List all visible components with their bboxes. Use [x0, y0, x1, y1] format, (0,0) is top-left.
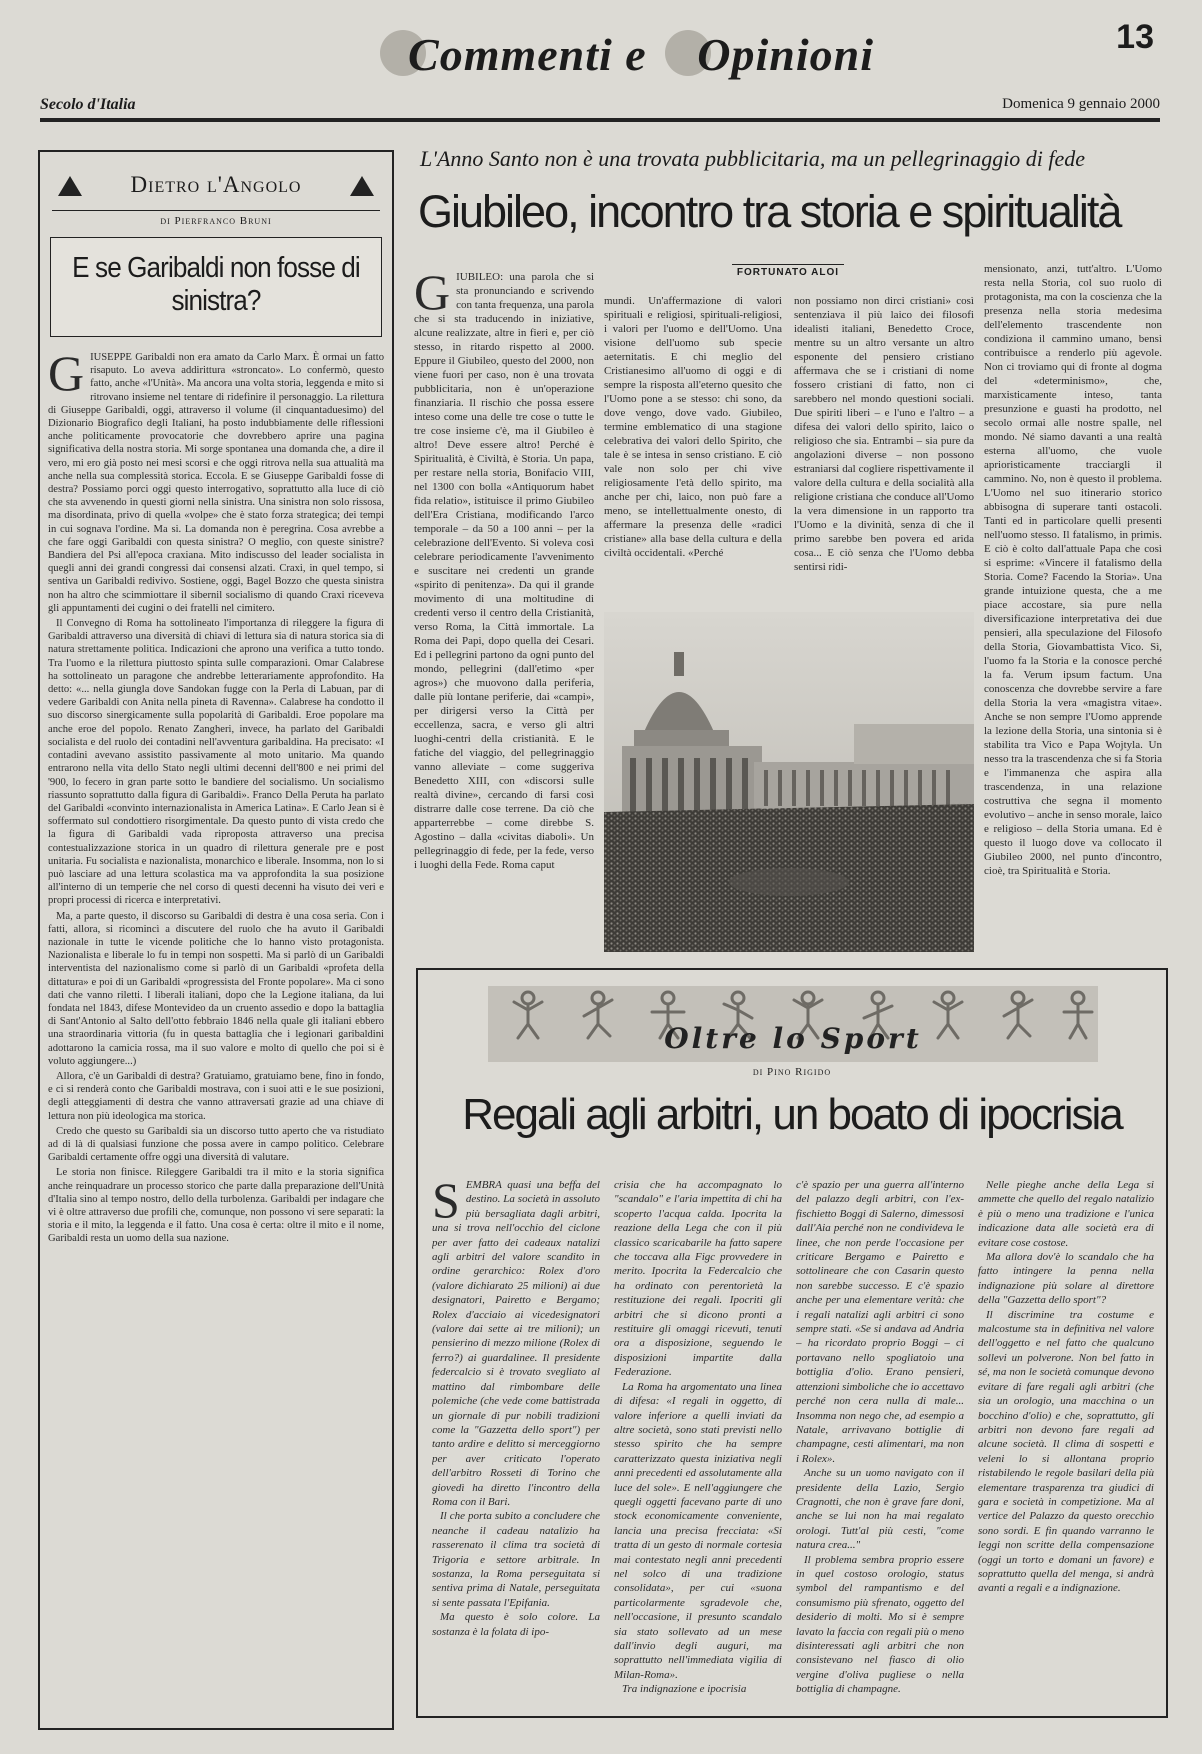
drop-cap: S [432, 1178, 460, 1228]
paragraph: Nelle pieghe anche della Lega si ammette che quello del regalo natalizio è più o meno una tradizione e l'unica indicazione data alle società era di evitare cose costose. [978, 1179, 1154, 1249]
sport-rubric-title: Oltre lo Sport [664, 1022, 922, 1055]
article-headline: E se Garibaldi non fosse di sinistra? [72, 252, 360, 317]
page-number: 13 [1116, 18, 1154, 56]
section-title-part2: pinioni [731, 29, 874, 80]
column-text: mensionato, anzi, tutt'altro. L'Uomo resta nella Storia, col suo ruolo di protagonista, ma con la coscienza che la presenza nella storia medesima dell'elemento trascendente non condiziona il cammino umano, bensì contribuisce a renderlo più agevole. Non ci troviamo qui di fronte al dogma del «determinismo», che, marxisticamente inteso, tanta presunzione e guasti ha prodotto, nel secolo ormai alle nostre spalle, nel mondo. Né siamo davanti a una realtà esterna all'uomo, che vuole aprioristicamente tracciargli il cammino. No, non è questo il problema. L'Uomo nel suo itinerario storico abbisogna di superare tanti ostacoli. Tanti ed in particolare quelli presenti nell'uomo stesso. Il fatalismo, in primis. E ciò è colto dall'attuale Papa che così si esprime: «Vincere il fatalismo della Storia. Come? Facendo la Storia». Una grande intuizione questa, che a me piace accostare, sia pure nella diversificazione interpretativa dei due pensieri, alla speculazione del Filosofo della Storia, Giovambattista Vico. Sì, l'uomo fa la Storia e la conosce perché la fa. Verum ipsum factum. Una conoscenza che dovrebbe servire a fare della Storia la vera «magistra vitae». Anche se non sempre l'Uomo apprende la lezione della Storia, una sintonia si è stabilita tra Vico e Papa Wojtyla. Un nesso tra la trascendenza che si fa Storia e l'immanenza che aspira alla trascendenza, in una relazione costruttiva che segna il momento evolutivo – anche in senso morale, laico e religioso – della Storia umana. Ed è questo il luogo dove va collocato il Giubileo 2000, nel punto d'incontro, cioè, tra Spiritualità e Storia. [984, 263, 1162, 877]
paragraph: Allora, c'è un Garibaldi di destra? Gratuiamo, gratuiamo bene, fino in fondo, e ci si renderà conto che Garibaldi mostrava, con i suoi atti e le sue posizioni, degli atteggiamenti di destra che vanno attraversati grazie ad una chiave di lettura non più ideologica ma storica. [48, 1070, 384, 1122]
column-text: non possiamo non dirci cristiani» così sentenziava il più laico dei filosofi idealisti italiani, Benedetto Croce, mentre su un altro versante un altro esponente del pensiero cristiano affermava che se i cristiani di nome fossero cristiani di fatto, non ci sarebbero nel mondo questioni sociali. Due spiriti liberi – e l'uno e l'altro – a difesa dei valori dello spirito, laico o religioso che sia. Entrambi – sia pure da angolazioni diverse – non possono estraniarsi dal cogliere rispettivamente il valore della cultura e della socialità alla religione cristiana che conduce all'Uomo la vera dimensione in un rapporto tra l'Uomo e la divinità, senza di che il primo sarebbe ben povera ed arida cosa... E ciò senza che l'Uomo debba sentirsi ridi- [794, 295, 974, 573]
rubric-rule [52, 210, 380, 211]
article-headline: Giubileo, incontro tra storia e spiritualità [418, 186, 1121, 237]
text-column [796, 1178, 964, 1706]
article-byline: di Pino Rigido [752, 1066, 832, 1078]
header-rule [40, 118, 1160, 122]
sport-article-box [416, 968, 1168, 1718]
article-byline: di Pierfranco Bruni [160, 215, 272, 227]
byline-block [732, 264, 844, 278]
text-column [432, 1178, 600, 1706]
paragraph: Il discrimine tra costume e malcostume sta in definitiva nel valore dell'oggetto e nel fatto che qualcuno sollevi un polverone. Non bel fatto in sé, ma non le società comunque devono evitare di fare regali agli arbitri (che sia un orologio, una macchina o un bocchino d'olio) e che, soprattutto, gli arbitri non devono fare regali ad alcune società. Il clima di sospetti e veleni lo si allontana proprio ristabilendo le regole basilari della più elementare trasparenza tra giudici di gara e società in competizione. Ma al vertice del Palazzo da questo orecchio sono sordi. E fin quando varranno le leggi non scritte della compensazione (oggi un torto e domani un favore) e soprattutto quella del menga, si andrà avanti a regali e a indignazione. [978, 1308, 1154, 1595]
text-column [794, 294, 974, 604]
article-headline: Regali agli arbitri, un boato di ipocrisia [462, 1090, 1122, 1139]
section-title-o: O [697, 29, 732, 80]
st-peters-square-photo [604, 612, 974, 952]
rubric-band [48, 158, 384, 210]
drop-cap: G [48, 345, 85, 401]
text-column [978, 1178, 1154, 1706]
article-byline: FORTUNATO ALOI [736, 267, 840, 278]
text-column [984, 262, 1162, 946]
triangle-icon [350, 176, 374, 196]
paragraph: La Roma ha argomentato una linea di difesa: «I regali in oggetto, di valore inferiore a quelli inviati da altre società, sono stati previsti nello stesso spirito che ha sempre caratterizzato questa iniziativa negli anni precedenti ed assolutamente alla luce del sole». E nell'aggiungere che quegli oggetti facevano parte di uno stock economicamente conveniente, lancia una precisa frecciata: «Si tratta di un gesto di normale cortesia mai contestato negli anni precedenti nel solco di una tradizione consolidata», per cui «suona particolarmente sgradevole che, nell'occasione, il presunto scandalo sia stato sollevato ad un mese dall'invio degli auguri, ma soprattutto nell'immediata vigilia di Milan-Roma». [614, 1380, 782, 1681]
column-text: IUBILEO: una parola che si sta pronunciando e scrivendo con tanta frequenza, una parola che si sta traducendo in iniziative, alcune realizzate, altre in fieri e, per ciò stesso, in ritardo rispetto al 2000. Eppure il Giubileo, questo del 2000, non viene fuori per caso, non è una trovata pubblicitaria, non è un'operazione finanziaria. Il rischio che possa essere inteso come una delle tre cose o tutte le tre cose insieme c'è, ma il Giubileo è altro! Deve essere altro! Perché è Spiritualità, è Civiltà, è Storia. Un papa, per restare nella storia, Bonifacio VIII, nel 1300 con bolla «Antiquorum habet fida relatio», istituisce il primo Giubileo dell'Era Cristiana, modificando l'arco temporale – da 50 a 100 anni – per la celebrazione dell'Evento. Si voleva così celebrare periodicamente l'avvenimento e suscitare nei credenti un grande «spirito di penitenza». Da qui il grande movimento di una moltitudine di credenti verso il centro della Cristianità, verso Roma, la Città immortale. La Roma dei Papi, dopo quella dei Cesari. Ed i pellegrini partono da ogni punto del mondo, pellegrini (dall'etimo «per agros») che muovono dalla periferia, dalle più lontane periferie, dai «campi», per dirigersi verso la Città per eccellenza, sacra, e verso gli altri luoghi-centri della cristianità. E le fatiche del viaggio, del pellegrinaggio vanno alleviate – come suggeriva Benedetto XIII, con «discorsi sulle realtà divine», cercando di farsi così distrarre dalle cose terrene. Da ciò che apparterrebbe – come direbbe S. Agostino – dalla «civitas diaboli». Un pellegrinaggio di fede, per la fede, verso i luoghi della Fede. Roma caput [414, 271, 594, 871]
triangle-icon [58, 176, 82, 196]
paragraph: Il problema sembra proprio essere in quel costoso orologio, status symbol del rampantismo e del consumismo più sfrenato, oggetto del desiderio di molti. Mo si è sempre lavato la faccia con regali più o meno disinteressati agli arbitri che non consistevano nel fiasco di olio vergine d'oliva pugliese o nella bottiglia di champagne. [796, 1553, 964, 1696]
paragraph: Credo che questo su Garibaldi sia un discorso tutto aperto che va ristudiato ad di là di qualsiasi funzione che possa avere in campo politico. Celebrare Garibaldi certamente offre oggi una diversità di valutare. [48, 1125, 384, 1164]
paragraph: Ma allora dov'è lo scandalo che ha fatto intingere la penna nella indignazione più solare al direttore della "Gazzetta dello sport"? [978, 1251, 1154, 1307]
section-title [380, 28, 874, 98]
newspaper-name: Secolo d'Italia [40, 96, 136, 113]
section-title-part1: ommenti e [439, 29, 660, 80]
rubric-title: Dietro l'Angolo [130, 172, 302, 197]
paragraph: Tra indignazione e ipocrisia [622, 1683, 747, 1696]
text-column [614, 1178, 782, 1706]
paragraph: Le storia non finisce. Rileggere Garibaldi tra il mito e la storia significa anche reinquadrare un processo storico che parte dalla preparazione dell'Unità d'Italia sino al tempo nostro, dello della turbolenza. Garibaldi per indagare che vi è oltre attraverso due profili che, comunque, non possono vi sere separati: la storia e il mito, la leggenda e il fatto. Una cosa è certa: oltre il mito e il nome, Garibaldi resta un uomo della sua nazione. [48, 1167, 384, 1245]
issue-date: Domenica 9 gennaio 2000 [1002, 96, 1160, 112]
left-column-article [38, 150, 394, 1730]
column-text: mundi. Un'affermazione di valori spirituali e religiosi, spirituali-religiosi, i valori per l'uomo e dell'Uomo. Una visione dell'uomo sub specie aeternitatis. E chi meglio del Cristianesimo all'uomo di oggi e di sempre la risposta all'eterno quesito che l'Uomo pone a se stesso: chi sono, da dove vengo, dove vado. Giubileo, termine emblematico di una stagione celebrativa dei valori dello Spirito, che tale è se intesa in senso cristiano. E ciò vale non solo per chi vive religiosamente l'età dello spirito, ma anche per chi, laico, non può fare a meno, se intellettualmente onesto, di affermare la presenza delle «radici cristiane» alla base della cultura e della civiltà occidentali. «Perché [604, 295, 782, 559]
paragraph: Ma, a parte questo, il discorso su Garibaldi di destra è una cosa seria. Con i fatti, allora, si ricomincì a discutere del ruolo che ha avuto il Garibaldi nazionale in tutte le vicende politiche che lo hanno visto protagonista. Nazionalista e liberale lo fu in tempi non sospetti. Ma si parlò di un Garibaldi interventista del nazionalismo come si parlò di un Garibaldi «profeta della dittatura» e poi di un Garibaldi «progressista del Fronte popolare». Ma ci sono dati che vanno riletti. I liberali italiani, dopo che la Legione italiana, da lui fondata nel 1843, difese Montevideo da un cruento assedio e dopo la battaglia di Sant'Antonio al Salto dell'otto febbraio 1846 nella quale gli italiani ebbero una straordinaria vittoria (fu in questa battaglia che i legionari garibaldini adottarono la camicia rossa, ma il suo valore e molto di quello che poi si è voluto aggiungere...) [48, 910, 384, 1067]
paragraph: Ma questo è solo colore. La sostanza è la folata di ipo- [432, 1611, 600, 1638]
column-text: c'è spazio per una guerra all'interno del palazzo degli arbitri, con l'ex-fischietto Boggi di Salerno, dimessosi dall'Aia perché non ne condivideva le linee, che non perde l'occasione per criticare Bergamo e Pairetto e sottolineare che con Casarin questo non sarebbe successo. E c'è spazio anche per una elementare verità: che i regali natalizi agli arbitri ci sono sempre stati. «Se si andava ad Andria – ha ricordato proprio Boggi – ci portavano nello spogliatoio una bottiglia d'olio. Erano pensieri, attenzioni simboliche che io accettavo perché non cera nulla di male... Insomma non nego che, ad esempio a Natale, arrivavano bottiglie di champagne, cesti alimentari, ma non i Rolex». [796, 1179, 964, 1465]
article-kicker: L'Anno Santo non è una trovata pubblicitaria, ma un pellegrinaggio di fede [420, 146, 1086, 171]
headline-box [50, 237, 382, 337]
article-body [48, 345, 384, 1246]
section-title-c: C [408, 29, 440, 80]
paragraph: IUSEPPE Garibaldi non era amato da Carlo Marx. È ormai un fatto risaputo. Lo aveva addirittura «stroncato». Lo confermò, questo fatto, anche «l'Unità». Ma ancora una volta storia, leggenda e mito si ritrovano insieme nel tentare di ridefinire il personaggio. La rilettura di Giuseppe Garibaldi, oggi, attraverso il volume (il cinquantaduesimo) del Dizionario Biografico degli Italiani, ha posto indubbiamente delle riflessioni anche politicamente provocatorie che dovrebbero aprire una pagina significativa della nostra storia. Mi sorge spontanea una domanda che, a dire il vero, mi ero già posto nei mesi scorsi e che oggi ritrova nella sua attualità ma anche nella sua complessità storica. Eccola. E se Giuseppe Garibaldi fosse di destra? Possiamo porci oggi questo interrogativo, soprattutto alla luce di ciò che sta avvenendo in questi giorni nella sinistra. Una sinistra non solo rissosa, ma disordinata, privo di quella «volpe» che è stato forza strategica; dei tempi in cui sognava l'ordine. Ma si. La domanda non è peregrina. Cosa avrebbe a che fare oggi Garibaldi con questa sinistra? O meglio, con queste sinistre? Bandiera del Psi all'epoca craxiana. Mito indiscusso del leader socialista in quegli anni dei grandi congressi dai consensi alzati. Craxi, in quel tempo, si sentiva un Garibaldi redivivo. Sostiene, oggi, Bagel Bozzo che questa sinistra non ha altro che scimmiottare il sibernil socialismo di quando Craxi riceveva gli appuntamenti dei cugini o dei fratelli nel cimitero. [48, 352, 384, 614]
column-text: EMBRA quasi una beffa del destino. La società in assoluto più bersagliata dagli arbitri, una si trova nell'occhio del ciclone per aver fatto dei cadeaux natalizi agli arbitri del valore scandito in ordine gerarchico: Rolex d'oro (valore dichiarato 25 milioni) ai due designatori, Pairetto e Bergamo; Rolex d'acciaio ai vicedesignatori (valore dai sette ai tre milioni); un pensierino di mezzo milione (Rolex di ferro?) ai guardalinee. Il presidente federcalcio si è trovato svegliato al mattino dal rimbombare delle polemiche (che vede come battistrada un giornale di pur nobili tradizioni come la "Gazzetta dello sport") per tanto ardire e delitto si merceggiorno per aver criticato l'operato dell'arbitro Rosseti di Torino che giovedì ha diretto l'incontro della Roma con il Bari. [432, 1179, 600, 1508]
paragraph: Il Convegno di Roma ha sottolineato l'importanza di rileggere la figura di Garibaldi attraverso una diversità di chiavi di lettura sia di natura storica sia di natura strettamente politica. Indicazioni che aprono una verifica a tutto tondo. Tra l'uomo e la rilettura piuttosto spinta sulle comparazioni. Omar Calabrese ha sottolineato un paragone che andrebbe letterariamente approfondito. Ha detto: «... nella giungla dove Sandokan fugge con la Perla di Labuan, par di vedere Garibaldi con Anita nella pineta di Ravenna». Calabrese ha condotto il suo discorso sinergicamente sulla popolarità di Garibaldi. Eroe popolare ma anche eroe del popolo. Renato Zangheri, invece, ha parlato del Garibaldi socialista e del ruolo dei contadini nell'avventura garibaldina. Ha precisato: «I contadini avevano assistito passivamente al moto unitario. Ma quando entrarono nella vita dello Stato negli ultimi decenni dell'800 e nei primi del '900, lo fecero in gran parte sotto le bandiere del socialismo. Un socialismo riassunto soprattutto dalla figura di Garibaldi». Franco Della Peruta ha parlato del Garibaldi «convinto internazionalista in America Latina». E Carlo Jean si è soffermato sul condottiero risorgimentale. Da questo punto di vista credo che la figura di Garibaldi vada riproposta attraverso una precisa contestualizzazione storica in un quadro di rilettura generale pre e post unitaria. Fu socialista e nazionalista, monarchico e liberale. Insomma, non lo si può lasciare ad una lettura scolastica ma va approfondita la sua posizione all'interno di un temperie che nel corso di questi decenni ha visuto dei veri e propri processi di ricerca e interpretativi. [48, 618, 384, 907]
paragraph: Anche su un uomo navigato con il presidente della Lazio, Sergio Cragnotti, che non è grave fare doni, anche se lui non ha mai regalato orologi. Tutt'al più cesti, "come natura crea..." [796, 1467, 964, 1552]
byline-rule [732, 264, 844, 265]
header-band [40, 96, 1160, 116]
text-column [604, 294, 782, 604]
column-text: crisia che ha accompagnato lo "scandalo" e l'aria impettita di chi ha scoperto l'acqua calda. Ipocrita la reazione della Lega che con il più classico scaricabarile ha fatto sapere che toccava alla Figc provvedere in merito. Ipocrita la Federcalcio che ha ordinato con perentorietà la restituzione dei regali. Ipocriti gli arbitri che si dicono pronti a restituire gli omaggi ricevuti, tenuti ora a disposizione, seguendo le disposizioni impartite dalla Federazione. [614, 1179, 782, 1379]
paragraph: Il che porta subito a concludere che neanche il cadeau natalizio ha rasserenato il clima tra società di Trigoria e settore arbitrale. In sostanza, la Roma perseguitata si sentiva prima di Natale, perseguitata si sente passata l'Epifania. [432, 1510, 600, 1609]
text-column [414, 270, 594, 946]
drop-cap: G [414, 270, 451, 320]
sport-rubric-banner [488, 986, 1098, 1062]
